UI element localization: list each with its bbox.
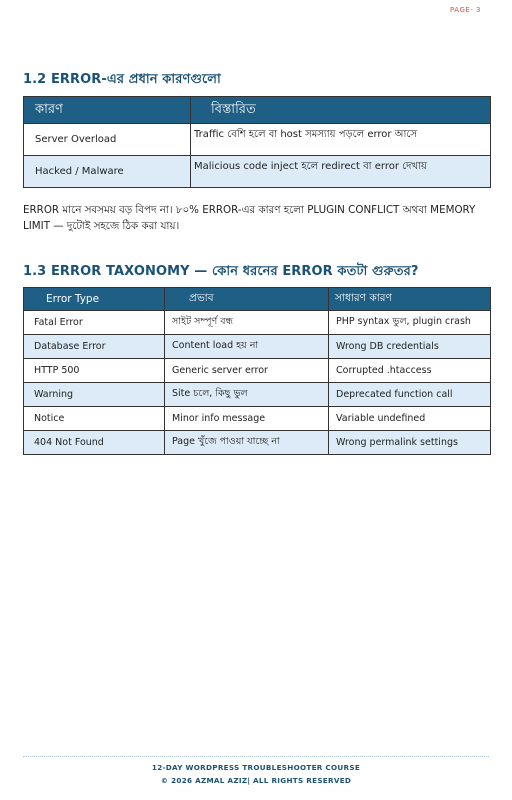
table-cell: সাইট সম্পূর্ণ বন্ধ <box>165 311 329 335</box>
table-header-row <box>24 97 491 124</box>
taxonomy-table <box>23 287 491 455</box>
table-cell: Page খুঁজে পাওয়া যাচ্ছে না <box>165 431 329 455</box>
column-header: Error Type <box>24 288 165 311</box>
footer-copyright: © 2026 AZMAL AZIZ| ALL RIGHTS RESERVED <box>160 776 352 785</box>
section-heading-causes: 1.2 ERROR-এর প্রধান কারণগুলো <box>23 72 221 87</box>
footer-divider <box>23 756 489 757</box>
table-cell: PHP syntax ভুল, plugin crash <box>329 311 491 335</box>
table-row <box>24 335 491 359</box>
info-paragraph: ERROR মানে সবসময় বড় বিপদ না। ৮০% ERROR-এর কারণ হলো PLUGIN CONFLICT অথবা MEMORY LIMIT — দুটোই সহজে ঠিক করা যায়। <box>23 204 476 232</box>
table-row <box>24 311 491 335</box>
table-cell: Corrupted .htaccess <box>329 359 491 383</box>
table-cell: Minor info message <box>165 407 329 431</box>
table-cell: Content load হয় না <box>165 335 329 359</box>
table-cell: Wrong DB credentials <box>329 335 491 359</box>
section-heading-taxonomy: 1.3 ERROR TAXONOMY — কোন ধরনের ERROR কতটা গুরুতর? <box>23 264 419 279</box>
table-cell: Warning <box>24 383 165 407</box>
column-header: প্রভাব <box>165 288 329 311</box>
table-row <box>24 156 491 188</box>
table-row <box>24 124 491 156</box>
column-header: কারণ <box>24 97 191 124</box>
table-cell: Server Overload <box>24 124 191 156</box>
table-cell: Traffic বেশি হলে বা host সমস্যায় পড়লে error আসে <box>191 124 491 156</box>
column-header: বিস্তারিত <box>191 97 491 124</box>
table-row <box>24 359 491 383</box>
table-cell: Wrong permalink settings <box>329 431 491 455</box>
table-row <box>24 383 491 407</box>
table-cell: Variable undefined <box>329 407 491 431</box>
table-cell: HTTP 500 <box>24 359 165 383</box>
column-header: সাধারণ কারণ <box>329 288 491 311</box>
table-cell: 404 Not Found <box>24 431 165 455</box>
page-number: PAGE- 3 <box>450 6 481 14</box>
table-cell: Notice <box>24 407 165 431</box>
table-cell: Database Error <box>24 335 165 359</box>
table-cell: Malicious code inject হলে redirect বা error দেখায় <box>191 156 491 188</box>
table-row <box>24 431 491 455</box>
table-cell: Site চলে, কিছু ভুল <box>165 383 329 407</box>
table-row <box>24 407 491 431</box>
causes-table <box>23 96 491 188</box>
footer-course-title: 12-DAY WORDPRESS TROUBLESHOOTER COURSE <box>151 763 361 772</box>
table-cell: Hacked / Malware <box>24 156 191 188</box>
table-cell: Deprecated function call <box>329 383 491 407</box>
table-cell: Fatal Error <box>24 311 165 335</box>
table-header-row <box>24 288 491 311</box>
table-cell: Generic server error <box>165 359 329 383</box>
